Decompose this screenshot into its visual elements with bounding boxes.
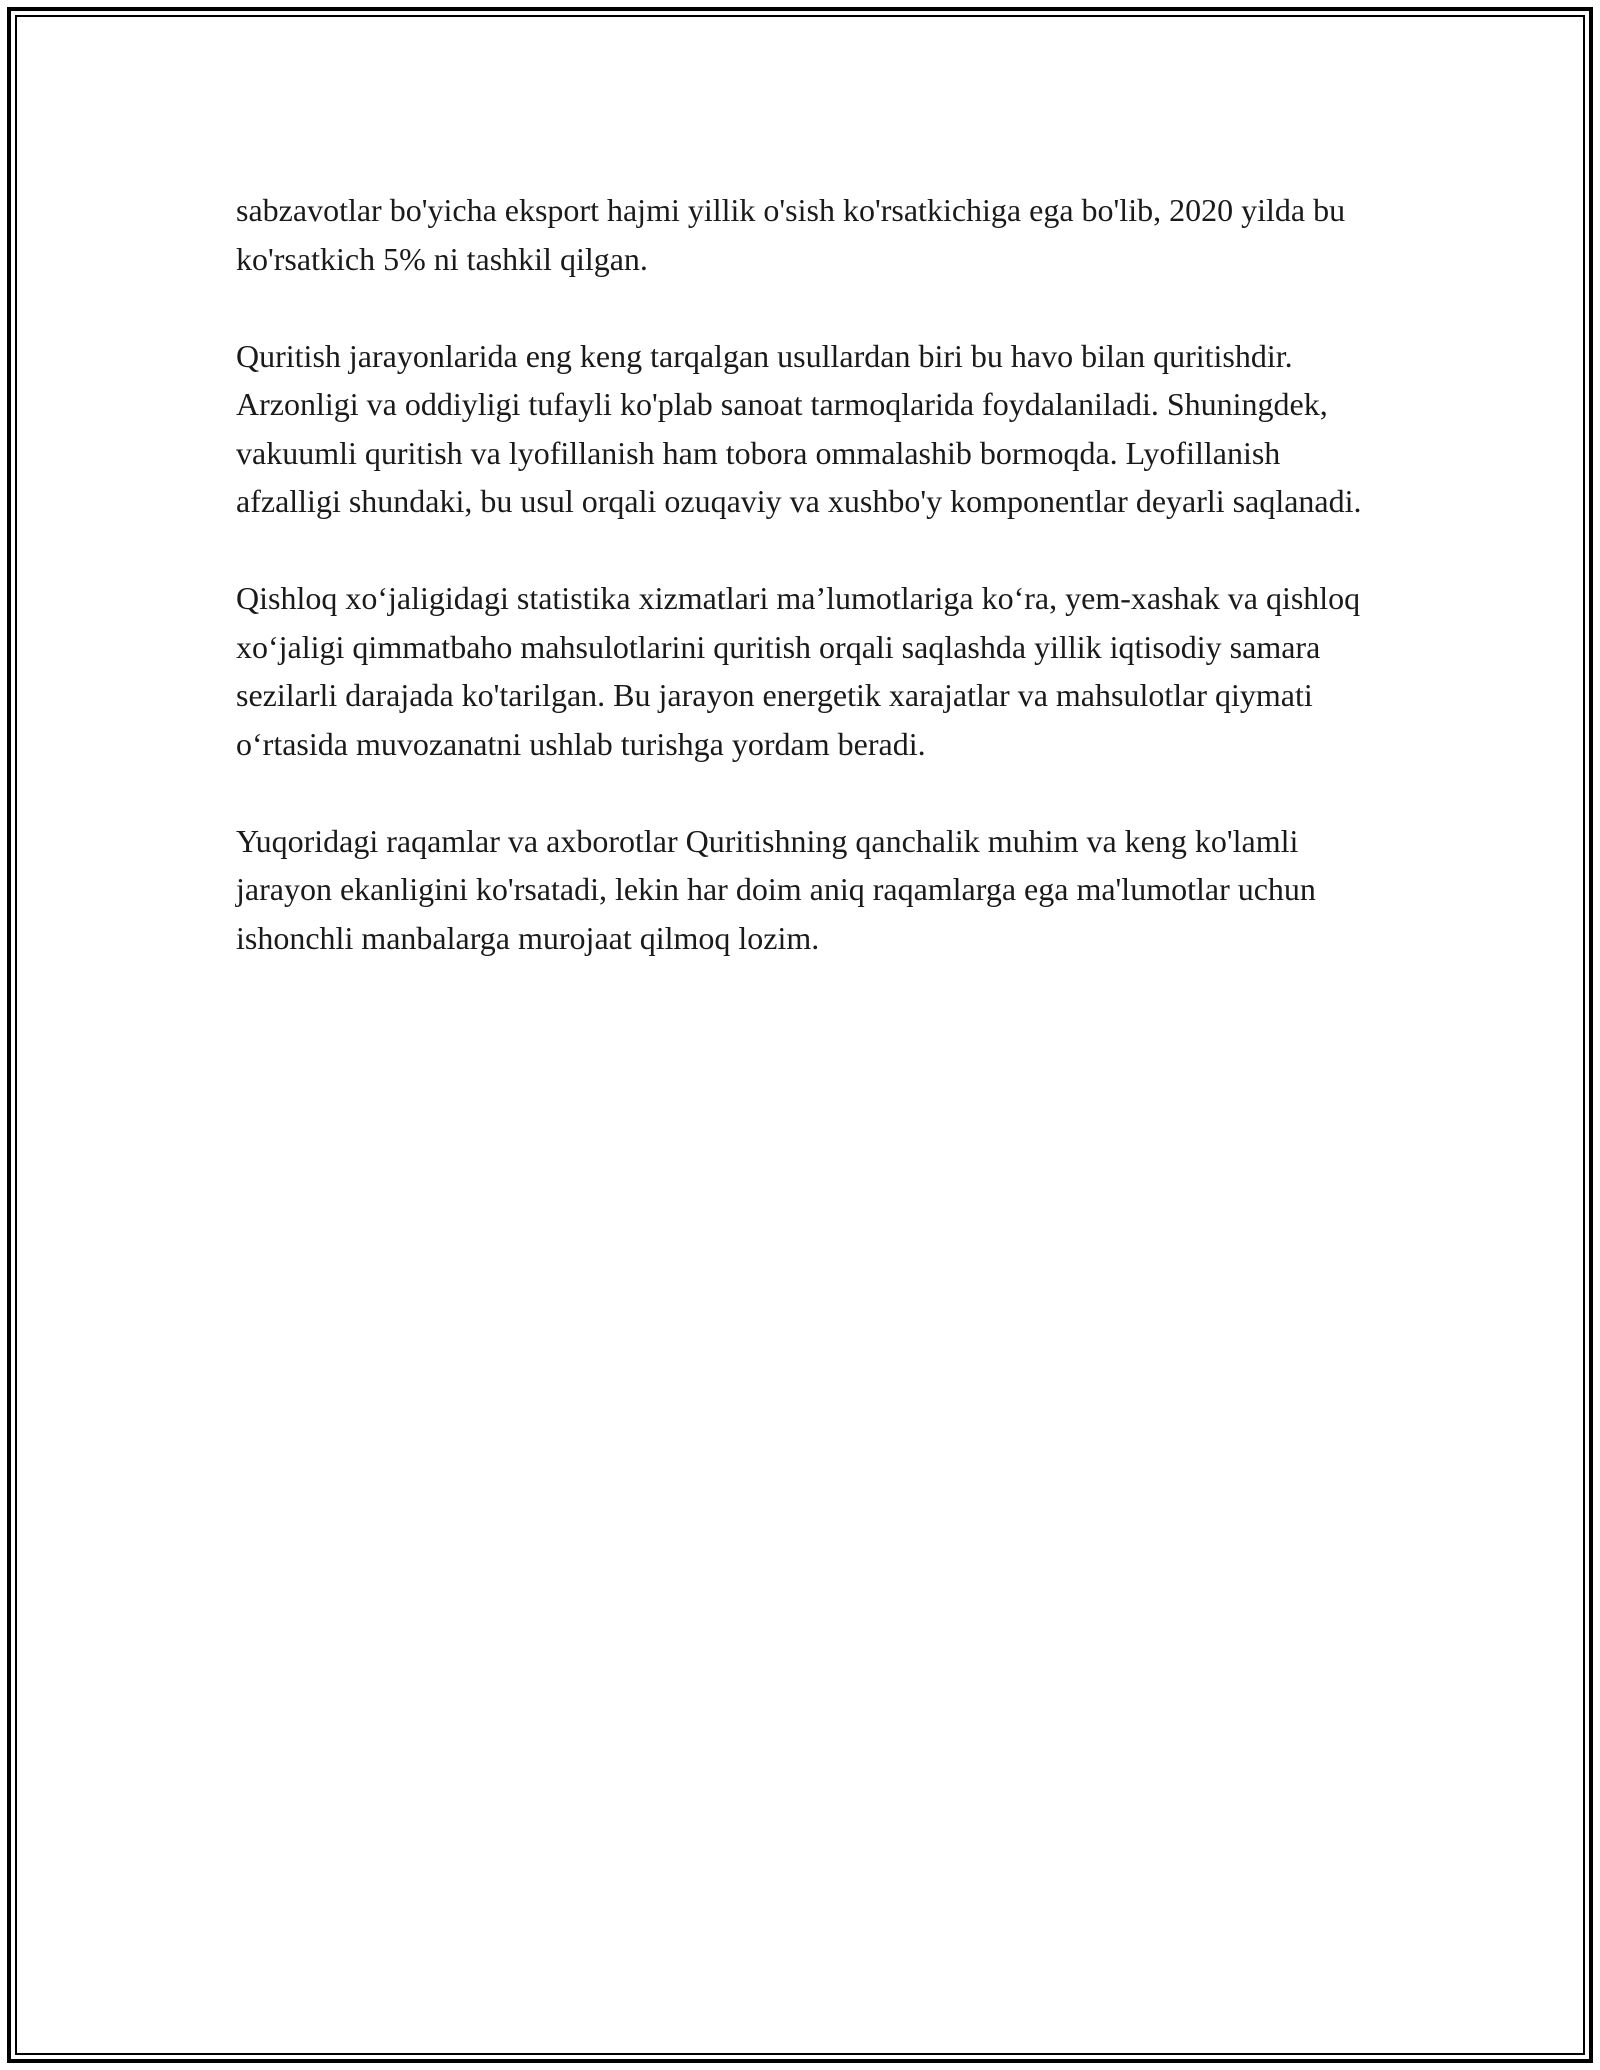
paragraph-export-growth: sabzavotlar bo'yicha eksport hajmi yillik o'sish ko'rsatkichiga ega bo'lib, 2020 yilda bu ko'rsatkich 5% ni tashkil qilgan. bbox=[236, 192, 1346, 277]
paragraph-conclusion: Yuqoridagi raqamlar va axborotlar Quritishning qanchalik muhim va keng ko'lamli jarayon ekanligini ko'rsatadi, lekin har doim aniq raqamlarga ega ma'lumotlar uchun ishonchli manbalarga murojaat qilmoq lozim. bbox=[236, 822, 1316, 956]
paragraph-agriculture-statistics: Qishloq xoʻjaligidagi statistika xizmatlari maʼlumotlariga koʻra, yem-xashak va qishloq xoʻjaligi qimmatbaho mahsulotlarini quritish orqali saqlashda yillik iqtisodiy samara sezilarli darajada ko'tarilgan. Bu jarayon energetik xarajatlar va mahsulotlar qiymati oʻrtasida muvozanatni ushlab turishga yordam beradi. bbox=[236, 580, 1361, 762]
paragraph-drying-methods: Quritish jarayonlarida eng keng tarqalgan usullardan biri bu havo bilan quritishdir. Arzonligi va oddiyligi tufayli ko'plab sanoat tarmoqlarida foydalaniladi. Shuningdek, vakuumli quritish va lyofillanish ham tobora ommalashib bormoqda. Lyofillanish afzalligi shundaki, bu usul orqali ozuqaviy va xushbo'y komponentlar deyarli saqlanadi. bbox=[236, 337, 1362, 519]
document-body bbox=[236, 186, 1366, 1011]
